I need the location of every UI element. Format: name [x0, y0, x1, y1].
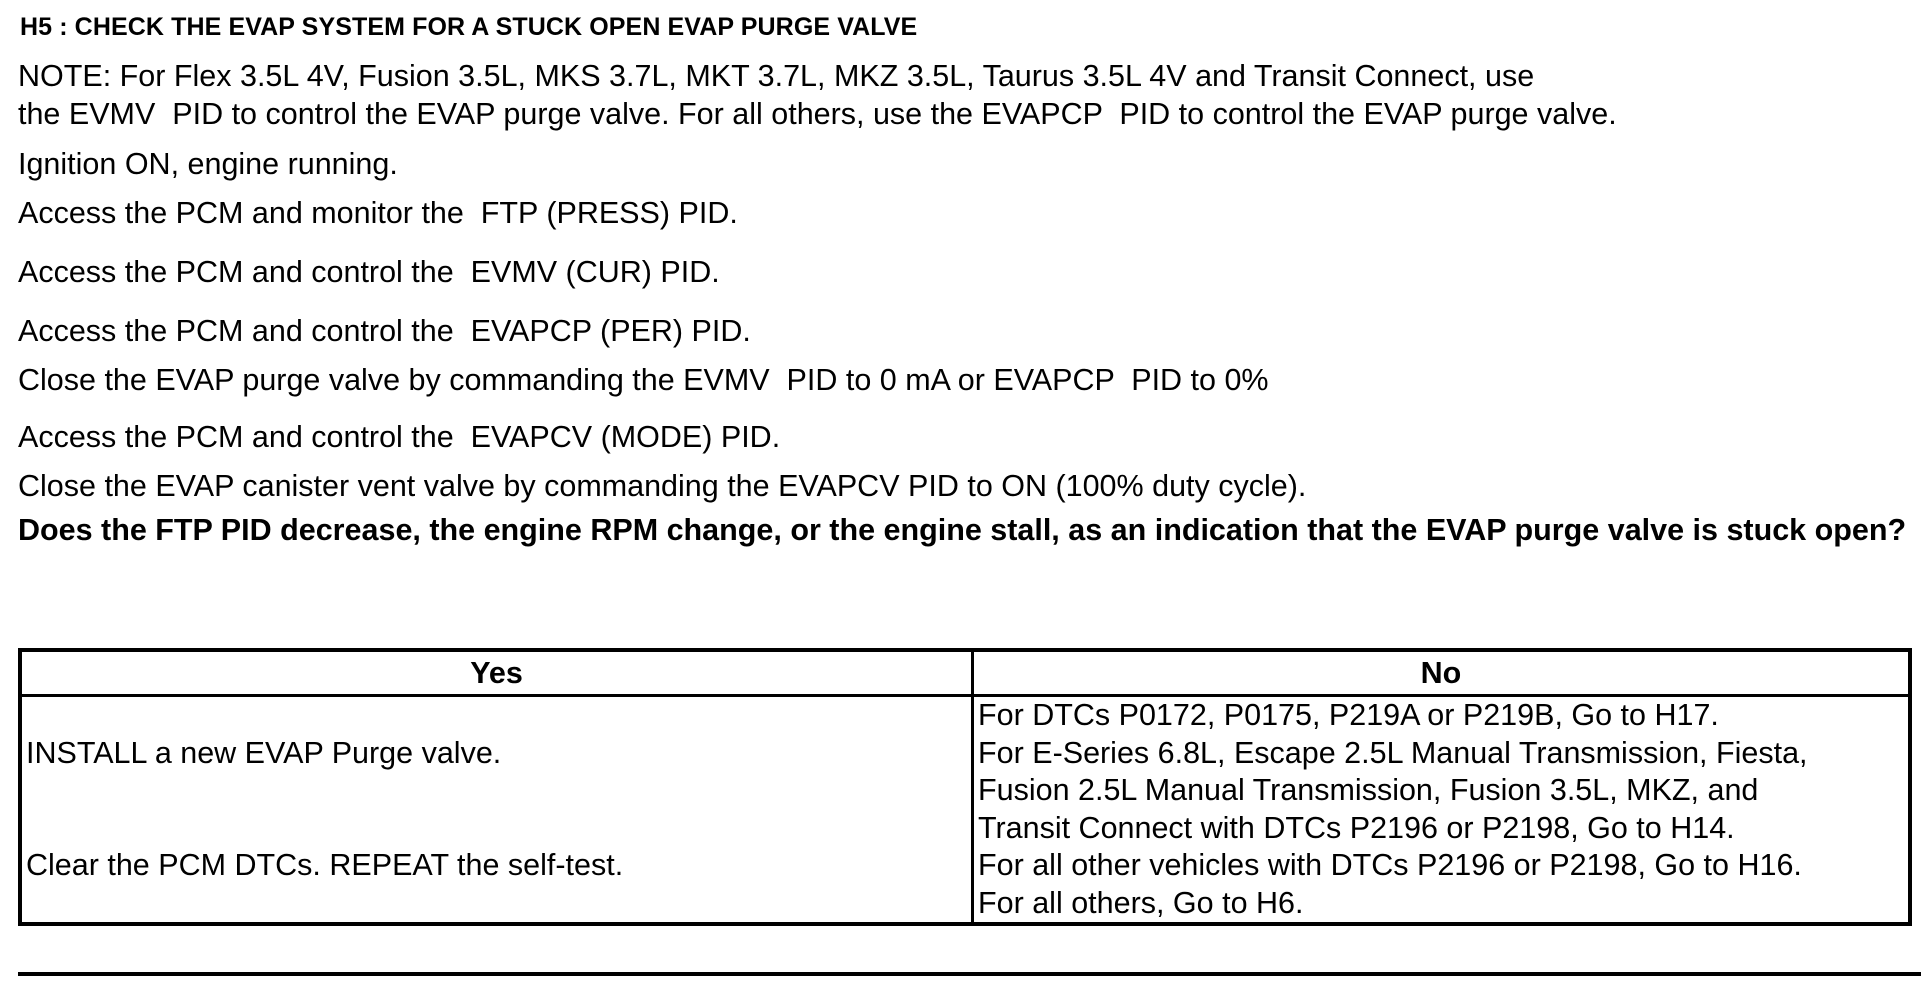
- table-header-row: [20, 650, 1910, 696]
- no-line: For E-Series 6.8L, Escape 2.5L Manual Transmission, Fiesta,: [978, 735, 1808, 770]
- header-no: No: [973, 650, 1911, 696]
- yes-line: [26, 885, 967, 923]
- yes-line: [26, 810, 967, 848]
- step-monitor-ftp: Access the PCM and monitor the FTP (PRESS) PID.: [18, 196, 738, 230]
- step-ignition: Ignition ON, engine running.: [18, 147, 398, 181]
- no-line: For all others, Go to H6.: [978, 885, 1304, 920]
- yes-line: [26, 697, 967, 735]
- result-table: [18, 648, 1912, 926]
- question-text: Does the FTP PID decrease, the engine RPM change, or the engine stall, as an indication that the EVAP purge valve is stuck open?: [18, 513, 1907, 547]
- yes-cell: [20, 696, 973, 925]
- no-line: Fusion 2.5L Manual Transmission, Fusion 3.5L, MKZ, and: [978, 773, 1759, 807]
- step-close-vent-valve: Close the EVAP canister vent valve by commanding the EVAPCV PID to ON (100% duty cycle).: [18, 469, 1307, 503]
- no-cell: [973, 696, 1911, 925]
- no-line: For all other vehicles with DTCs P2196 or P2198, Go to H16.: [978, 848, 1802, 882]
- header-yes: Yes: [20, 650, 973, 696]
- table-row: [20, 696, 1910, 925]
- bottom-divider: [18, 972, 1921, 976]
- no-line: For DTCs P0172, P0175, P219A or P219B, Go to H17.: [978, 698, 1719, 732]
- step-control-evmv: Access the PCM and control the EVMV (CUR) PID.: [18, 255, 720, 289]
- step-close-purge-valve: Close the EVAP purge valve by commanding the EVMV PID to 0 mA or EVAPCP PID to 0%: [18, 363, 1269, 397]
- step-control-evapcp: Access the PCM and control the EVAPCP (PER) PID.: [18, 314, 751, 348]
- no-line: Transit Connect with DTCs P2196 or P2198, Go to H14.: [978, 810, 1735, 845]
- note-line-2: the EVMV PID to control the EVAP purge valve. For all others, use the EVAPCP PID to control the EVAP purge valve.: [18, 97, 1617, 131]
- yes-line: Clear the PCM DTCs. REPEAT the self-test.: [26, 848, 624, 882]
- section-heading: H5 : CHECK THE EVAP SYSTEM FOR A STUCK OPEN EVAP PURGE VALVE: [20, 13, 918, 41]
- yes-line: INSTALL a new EVAP Purge valve.: [26, 735, 502, 770]
- step-control-evapcv: Access the PCM and control the EVAPCV (MODE) PID.: [18, 420, 781, 454]
- note-line-1: NOTE: For Flex 3.5L 4V, Fusion 3.5L, MKS 3.7L, MKT 3.7L, MKZ 3.5L, Taurus 3.5L 4V and Transit Connect, use: [18, 59, 1535, 93]
- yes-line: [26, 772, 967, 810]
